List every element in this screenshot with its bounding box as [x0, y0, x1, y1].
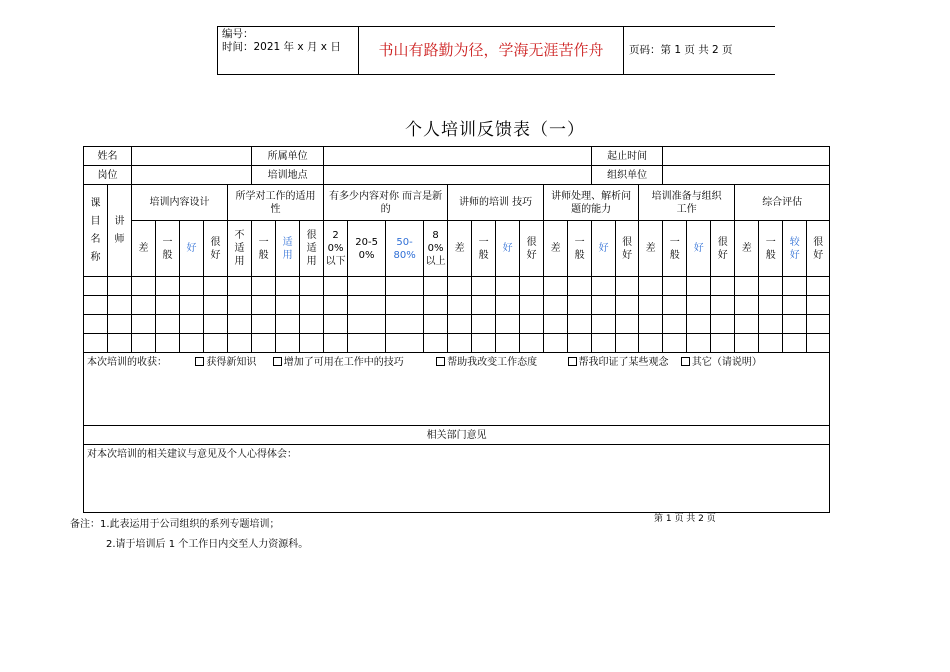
table-cell[interactable]	[348, 334, 386, 353]
rating-label: 很好	[616, 221, 639, 277]
table-cell[interactable]	[156, 334, 180, 353]
table-cell[interactable]	[132, 296, 156, 315]
table-cell[interactable]	[735, 277, 759, 296]
table-cell[interactable]	[783, 315, 807, 334]
table-cell[interactable]	[252, 315, 276, 334]
table-cell[interactable]	[108, 277, 132, 296]
rating-label: 较好	[783, 221, 807, 277]
table-cell[interactable]	[228, 315, 252, 334]
table-cell[interactable]	[228, 277, 252, 296]
table-cell[interactable]	[592, 296, 616, 315]
table-cell[interactable]	[520, 315, 544, 334]
table-cell[interactable]	[252, 334, 276, 353]
table-cell[interactable]	[204, 334, 228, 353]
table-cell[interactable]	[496, 296, 520, 315]
table-cell[interactable]	[156, 296, 180, 315]
location-label: 培训地点	[252, 166, 324, 185]
table-cell[interactable]	[204, 315, 228, 334]
table-cell[interactable]	[300, 315, 324, 334]
rating-label: 差	[735, 221, 759, 277]
rating-label: 很适用	[300, 221, 324, 277]
table-cell[interactable]	[592, 334, 616, 353]
table-cell[interactable]	[180, 277, 204, 296]
group-overall: 综合评估	[735, 185, 830, 221]
position-field[interactable]	[132, 166, 252, 185]
rating-label: 很好	[807, 221, 830, 277]
group-applicability: 所学对工作的适用性	[228, 185, 324, 221]
table-cell[interactable]	[807, 315, 830, 334]
note-2: 2.请于培训后 1 个工作日内交至人力资源科。	[106, 539, 309, 550]
rating-label: 好	[496, 221, 520, 277]
table-cell[interactable]	[687, 334, 711, 353]
table-cell[interactable]	[108, 296, 132, 315]
table-cell[interactable]	[783, 296, 807, 315]
dept-field[interactable]	[324, 147, 592, 166]
table-cell[interactable]	[324, 334, 348, 353]
table-cell[interactable]	[687, 296, 711, 315]
table-cell[interactable]	[807, 296, 830, 315]
table-cell[interactable]	[228, 334, 252, 353]
table-cell[interactable]	[783, 334, 807, 353]
table-cell[interactable]	[424, 277, 448, 296]
table-cell[interactable]	[711, 277, 735, 296]
table-cell[interactable]	[84, 277, 108, 296]
table-cell[interactable]	[544, 315, 568, 334]
page-title: 个人培训反馈表（一）	[405, 120, 585, 140]
group-content-design: 培训内容设计	[132, 185, 228, 221]
checkbox-icon	[195, 357, 204, 366]
table-cell[interactable]	[807, 277, 830, 296]
rating-label: 20-50%	[348, 221, 386, 277]
table-cell[interactable]	[735, 296, 759, 315]
table-cell[interactable]	[424, 315, 448, 334]
table-cell[interactable]	[180, 296, 204, 315]
rating-label: 差	[544, 221, 568, 277]
lecturer-label: 讲师	[108, 185, 132, 277]
table-cell[interactable]	[735, 315, 759, 334]
rating-label: 很好	[711, 221, 735, 277]
table-cell[interactable]	[132, 334, 156, 353]
table-cell[interactable]	[711, 334, 735, 353]
table-cell[interactable]	[472, 334, 496, 353]
feedback-form-table	[83, 146, 830, 513]
table-cell[interactable]	[84, 296, 108, 315]
table-cell[interactable]	[156, 315, 180, 334]
note-1: 备注：1.此表运用于公司组织的系列专题培训；	[70, 519, 280, 530]
checkbox-icon	[681, 357, 690, 366]
table-cell[interactable]	[472, 315, 496, 334]
table-cell[interactable]	[663, 277, 687, 296]
rating-label: 一般	[472, 221, 496, 277]
table-cell[interactable]	[108, 315, 132, 334]
rating-label: 不适用	[228, 221, 252, 277]
footer-page-label: 第 1 页 共 2 页	[654, 514, 716, 524]
table-cell[interactable]	[348, 277, 386, 296]
table-cell[interactable]	[180, 315, 204, 334]
table-cell[interactable]	[448, 315, 472, 334]
table-cell[interactable]	[252, 277, 276, 296]
table-cell[interactable]	[759, 277, 783, 296]
dept-opinion-header: 相关部门意见	[84, 426, 830, 445]
table-cell[interactable]	[592, 315, 616, 334]
harvest-option-concepts[interactable]: 帮我印证了某些观念	[568, 357, 669, 368]
suggestion-label: 对本次培训的相关建议与意见及个人心得体会：	[87, 449, 297, 460]
table-cell[interactable]	[520, 296, 544, 315]
table-cell[interactable]	[386, 334, 424, 353]
rating-label: 差	[448, 221, 472, 277]
table-cell[interactable]	[616, 277, 639, 296]
period-field[interactable]	[663, 147, 830, 166]
table-cell[interactable]	[568, 277, 592, 296]
table-cell[interactable]	[132, 315, 156, 334]
suggestion-section[interactable]	[84, 445, 830, 513]
rating-label: 20%以下	[324, 221, 348, 277]
table-cell[interactable]	[424, 334, 448, 353]
table-cell[interactable]	[276, 334, 300, 353]
header-meta	[217, 27, 359, 74]
table-cell[interactable]	[639, 277, 663, 296]
table-row[interactable]	[84, 296, 830, 315]
table-cell[interactable]	[348, 296, 386, 315]
table-cell[interactable]	[639, 334, 663, 353]
table-cell[interactable]	[639, 315, 663, 334]
table-cell[interactable]	[663, 315, 687, 334]
table-cell[interactable]	[807, 334, 830, 353]
number-label: 编号：	[222, 28, 254, 40]
period-label: 起止时间	[592, 147, 663, 166]
table-cell[interactable]	[711, 315, 735, 334]
table-cell[interactable]	[386, 277, 424, 296]
org-field[interactable]	[663, 166, 830, 185]
rating-label: 很好	[520, 221, 544, 277]
table-cell[interactable]	[520, 277, 544, 296]
table-cell[interactable]	[324, 277, 348, 296]
table-cell[interactable]	[759, 315, 783, 334]
group-trainer-skill: 讲师的培训 技巧	[448, 185, 544, 221]
harvest-option-skills[interactable]: 增加了可用在工作中的技巧	[273, 357, 404, 368]
table-cell[interactable]	[568, 315, 592, 334]
table-cell[interactable]	[616, 334, 639, 353]
table-cell[interactable]	[108, 334, 132, 353]
table-cell[interactable]	[783, 277, 807, 296]
checkbox-icon	[568, 357, 577, 366]
rating-label: 差	[132, 221, 156, 277]
table-cell[interactable]	[386, 296, 424, 315]
table-cell[interactable]	[324, 296, 348, 315]
location-field[interactable]	[324, 166, 592, 185]
rating-label: 一般	[759, 221, 783, 277]
harvest-option-knowledge[interactable]: 获得新知识	[195, 357, 256, 368]
table-cell[interactable]	[472, 277, 496, 296]
table-cell[interactable]	[616, 315, 639, 334]
table-row[interactable]	[84, 277, 830, 296]
table-cell[interactable]	[156, 277, 180, 296]
rating-label: 很好	[204, 221, 228, 277]
group-new-content: 有多少内容对你 而言是新的	[324, 185, 448, 221]
table-cell[interactable]	[300, 296, 324, 315]
rating-label: 好	[687, 221, 711, 277]
harvest-option-other[interactable]: 其它（请说明）	[681, 357, 762, 368]
checkbox-icon	[273, 357, 282, 366]
table-row[interactable]	[84, 315, 830, 334]
table-row[interactable]	[84, 334, 830, 353]
rating-label: 好	[592, 221, 616, 277]
table-cell[interactable]	[544, 334, 568, 353]
table-cell[interactable]	[544, 296, 568, 315]
header-slogan: 书山有路勤为径，学海无涯苦作舟	[359, 27, 624, 74]
rating-label: 差	[639, 221, 663, 277]
document-header	[217, 26, 775, 75]
group-problem-solving: 讲师处理、解析问题的能力	[544, 185, 639, 221]
table-cell[interactable]	[496, 277, 520, 296]
harvest-option-attitude[interactable]: 帮助我改变工作态度	[436, 357, 537, 368]
name-label: 姓名	[84, 147, 132, 166]
time-label: 时间：2021 年 x 月 x 日	[222, 41, 341, 53]
table-cell[interactable]	[448, 277, 472, 296]
table-cell[interactable]	[424, 296, 448, 315]
dept-label: 所属单位	[252, 147, 324, 166]
table-cell[interactable]	[348, 315, 386, 334]
table-cell[interactable]	[639, 296, 663, 315]
table-cell[interactable]	[228, 296, 252, 315]
rating-label: 一般	[663, 221, 687, 277]
table-cell[interactable]	[448, 296, 472, 315]
table-cell[interactable]	[276, 315, 300, 334]
table-cell[interactable]	[448, 334, 472, 353]
table-cell[interactable]	[84, 334, 108, 353]
notes	[70, 515, 308, 555]
table-cell[interactable]	[276, 296, 300, 315]
table-cell[interactable]	[472, 296, 496, 315]
table-cell[interactable]	[663, 296, 687, 315]
header-page-label: 页码：第 1 页 共 2 页	[629, 44, 733, 56]
rating-label: 适用	[276, 221, 300, 277]
rating-label: 好	[180, 221, 204, 277]
table-cell[interactable]	[759, 296, 783, 315]
table-cell[interactable]	[132, 277, 156, 296]
rating-label: 80%以上	[424, 221, 448, 277]
table-cell[interactable]	[616, 296, 639, 315]
table-cell[interactable]	[204, 296, 228, 315]
table-cell[interactable]	[759, 334, 783, 353]
group-preparation: 培训准备与组织工作	[639, 185, 735, 221]
course-name-label: 课目名称	[84, 185, 108, 277]
table-cell[interactable]	[711, 296, 735, 315]
table-cell[interactable]	[520, 334, 544, 353]
checkbox-icon	[436, 357, 445, 366]
name-field[interactable]	[132, 147, 252, 166]
table-cell[interactable]	[204, 277, 228, 296]
rating-label: 一般	[568, 221, 592, 277]
table-cell[interactable]	[687, 277, 711, 296]
table-cell[interactable]	[300, 277, 324, 296]
rating-label: 一般	[252, 221, 276, 277]
table-cell[interactable]	[300, 334, 324, 353]
table-cell[interactable]	[687, 315, 711, 334]
table-cell[interactable]	[592, 277, 616, 296]
rating-label: 一般	[156, 221, 180, 277]
table-cell[interactable]	[568, 334, 592, 353]
table-cell[interactable]	[180, 334, 204, 353]
table-cell[interactable]	[568, 296, 592, 315]
table-cell[interactable]	[496, 315, 520, 334]
table-cell[interactable]	[84, 315, 108, 334]
table-cell[interactable]	[735, 334, 759, 353]
harvest-label: 本次培训的收获：	[87, 357, 167, 368]
harvest-section	[84, 353, 830, 426]
rating-label: 50-80%	[386, 221, 424, 277]
position-label: 岗位	[84, 166, 132, 185]
table-cell[interactable]	[324, 315, 348, 334]
table-cell[interactable]	[386, 315, 424, 334]
org-label: 组织单位	[592, 166, 663, 185]
table-cell[interactable]	[663, 334, 687, 353]
table-cell[interactable]	[276, 277, 300, 296]
table-cell[interactable]	[496, 334, 520, 353]
table-cell[interactable]	[252, 296, 276, 315]
rating-header-row	[84, 221, 830, 277]
table-cell[interactable]	[544, 277, 568, 296]
